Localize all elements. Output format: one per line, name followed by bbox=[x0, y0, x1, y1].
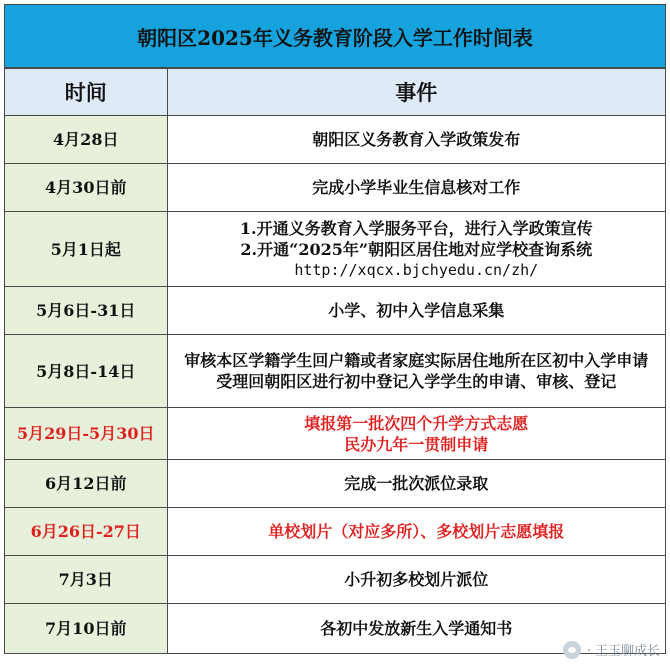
table-row bbox=[5, 212, 665, 287]
query-system-link[interactable]: http://xqcx.bjchyedu.cn/zh/ bbox=[294, 260, 539, 279]
event-line: 朝阳区义务教育入学政策发布 bbox=[312, 130, 521, 149]
row-time: 4月30日前 bbox=[5, 164, 167, 212]
table-row bbox=[5, 116, 665, 164]
event-line: 民办九年一贯制申请 bbox=[344, 434, 489, 454]
table-header-row bbox=[5, 69, 665, 116]
row-event bbox=[167, 508, 665, 556]
row-event bbox=[167, 164, 665, 212]
event-line: 完成一批次派位录取 bbox=[344, 474, 489, 493]
row-event bbox=[167, 556, 665, 604]
row-time: 5月1日起 bbox=[5, 212, 167, 287]
row-time: 5月8日-14日 bbox=[5, 335, 167, 408]
watermark-text: · 王玉聊成长 bbox=[586, 644, 660, 659]
header-event: 事件 bbox=[167, 69, 665, 116]
row-time: 7月3日 bbox=[5, 556, 167, 604]
schedule-sheet bbox=[4, 4, 666, 654]
row-event bbox=[167, 116, 665, 164]
table-row bbox=[5, 460, 665, 508]
event-line: 填报第一批次四个升学方式志愿 bbox=[304, 413, 529, 433]
row-event bbox=[167, 408, 665, 460]
wechat-logo-icon bbox=[563, 641, 581, 659]
event-line: 1.开通义务教育入学服务平台，进行入学政策宣传 bbox=[239, 218, 593, 238]
row-time: 4月28日 bbox=[5, 116, 167, 164]
event-line: 小学、初中入学信息采集 bbox=[328, 301, 505, 320]
row-time: 5月29日-5月30日 bbox=[5, 408, 167, 460]
row-time: 5月6日-31日 bbox=[5, 287, 167, 335]
row-time: 7月10日前 bbox=[5, 604, 167, 653]
row-event bbox=[167, 460, 665, 508]
table-row bbox=[5, 508, 665, 556]
header-time: 时间 bbox=[5, 69, 167, 116]
row-time: 6月12日前 bbox=[5, 460, 167, 508]
schedule-title: 朝阳区2025年义务教育阶段入学工作时间表 bbox=[5, 5, 665, 68]
event-line: 审核本区学籍学生回户籍或者家庭实际居住地所在区初中入学申请 bbox=[184, 351, 649, 370]
row-event bbox=[167, 335, 665, 408]
table-row bbox=[5, 556, 665, 604]
row-event bbox=[167, 212, 665, 287]
table-row bbox=[5, 287, 665, 335]
event-line: 小升初多校划片派位 bbox=[344, 570, 489, 589]
row-event bbox=[167, 287, 665, 335]
table-row bbox=[5, 408, 665, 460]
event-line: 各初中发放新生入学通知书 bbox=[320, 618, 513, 638]
table-row bbox=[5, 164, 665, 212]
event-line: 受理回朝阳区进行初中登记入学学生的申请、审核、登记 bbox=[216, 372, 617, 391]
schedule-table bbox=[5, 68, 665, 653]
event-line: 单校划片（对应多所）、多校划片志愿填报 bbox=[268, 522, 565, 541]
row-time: 6月26日-27日 bbox=[5, 508, 167, 556]
table-row bbox=[5, 335, 665, 408]
event-line: 2.开通“2025年”朝阳区居住地对应学校查询系统 bbox=[240, 239, 593, 259]
watermark bbox=[563, 640, 660, 659]
event-line: 完成小学毕业生信息核对工作 bbox=[312, 178, 521, 197]
